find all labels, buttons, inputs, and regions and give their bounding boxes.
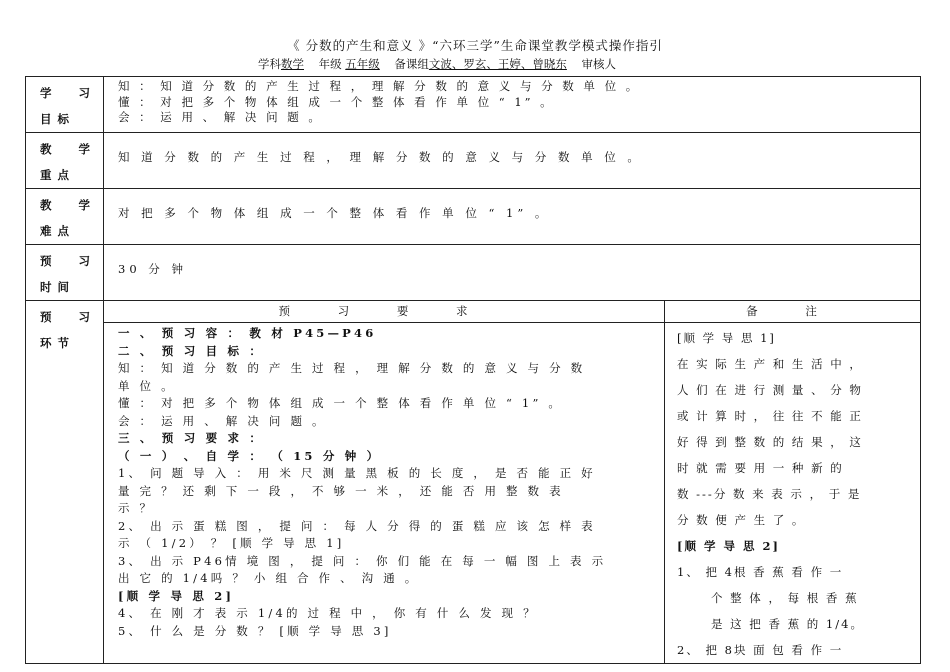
remarks-content: [665, 323, 921, 664]
remark-line: 或 计 算 时 ， 往 往 不 能 正: [677, 409, 863, 423]
category-label: 重 点: [40, 168, 71, 182]
remark-line: 分 数 便 产 生 了 。: [677, 513, 806, 527]
goal-line: 知 ： 知 道 分 数 的 产 生 过 程 ， 理 解 分 数 的 意 义 与 分 数 单 位 。: [118, 79, 641, 93]
difficulty-content: [104, 189, 921, 245]
remark-line: 个 整 体 ， 每 根 香 蕉: [711, 591, 859, 605]
category-label: 环 节: [40, 336, 71, 350]
requirement-line: 二 、 预 习 目 标 ：: [118, 343, 265, 358]
time-text: 30 分 钟: [118, 262, 187, 276]
requirement-line: 知 ： 知 道 分 数 的 产 生 过 程 ， 理 解 分 数 的 意 义 与 分 数: [118, 361, 586, 375]
requirement-line: 出 它 的 1/4吗 ？ 小 组 合 作 、 沟 通 。: [118, 571, 420, 585]
category-char: 习: [78, 310, 91, 324]
lesson-plan-table: [25, 76, 921, 664]
requirement-line: 示 ？: [118, 501, 155, 515]
row-preview-time: [26, 245, 921, 301]
requirement-line: [顺 学 导 思 2]: [118, 588, 235, 603]
category-char: 学: [40, 86, 53, 100]
row-learning-goals: [26, 77, 921, 133]
category-char: 教: [40, 198, 53, 212]
difficulty-text: 对 把 多 个 物 体 组 成 一 个 整 体 看 作 单 位 “ 1” 。: [118, 206, 551, 220]
category-cell: [26, 133, 104, 189]
requirement-line: 5、 什 么 是 分 数 ？ [顺 学 导 思 3]: [118, 623, 392, 638]
requirement-line: 量 完 ？ 还 剩 下 一 段 ， 不 够 一 米 ， 还 能 否 用 整 数 表: [118, 483, 564, 498]
requirement-line: 2、 出 示 蛋 糕 图 ， 提 问 ： 每 人 分 得 的 蛋 糕 应 该 怎 样 表: [118, 518, 596, 533]
focus-text: 知 道 分 数 的 产 生 过 程 ， 理 解 分 数 的 意 义 与 分 数 单 位 。: [118, 150, 643, 164]
category-label: 目 标: [40, 112, 71, 126]
remark-line: 1、 把 4根 香 蕉 看 作 一: [677, 565, 844, 579]
course-info-line: [258, 56, 616, 72]
subject-value: 数学: [281, 57, 304, 71]
row-teaching-focus: [26, 133, 921, 189]
reviewer-label: 审核人: [581, 57, 617, 71]
requirement-line: 1、 问 题 导 入 ： 用 米 尺 测 量 黑 板 的 长 度 ， 是 否 能 正 好: [118, 466, 596, 480]
remark-line: 是 这 把 香 蕉 的 1/4。: [711, 617, 864, 631]
focus-content: [104, 133, 921, 189]
requirement-line: 一 、 预 习 容 ： 教 材 P45—P46: [118, 326, 377, 340]
goal-line: 懂 ： 对 把 多 个 物 体 组 成 一 个 整 体 看 作 单 位 “ 1” 。: [118, 94, 555, 109]
requirement-line: 会 ： 运 用 、 解 决 问 题 。: [118, 413, 327, 428]
category-cell: [26, 301, 104, 664]
document-title: 《 分数的产生和意义 》“六环三学”生命课堂教学模式操作指引: [287, 38, 663, 53]
grade-value: 五年级: [345, 57, 380, 71]
remark-line: 人 们 在 进 行 测 量 、 分 物: [677, 383, 863, 397]
category-char: 预: [40, 310, 53, 324]
requirement-line: 4、 在 刚 才 表 示 1/4的 过 程 中 ， 你 有 什 么 发 现 ？: [118, 606, 538, 620]
remark-line: [顺 学 导 思 2]: [677, 539, 780, 553]
category-char: 教: [40, 142, 53, 156]
category-char: 预: [40, 254, 53, 268]
team-label: 备课组: [394, 57, 429, 71]
requirement-line: （ 一 ） 、 自 学 ： （ 15 分 钟 ）: [118, 448, 382, 463]
remark-line: 在 实 际 生 产 和 生 活 中 ，: [677, 357, 863, 371]
category-char: 习: [78, 86, 91, 100]
requirement-line: 示 （ 1/2） ？ [顺 学 导 思 1]: [118, 536, 345, 550]
requirement-line: 三 、 预 习 要 求 ：: [118, 431, 265, 445]
category-char: 习: [78, 254, 91, 268]
remark-line: [顺 学 导 思 1]: [677, 331, 776, 345]
row-preview-header: [26, 301, 921, 323]
preview-requirements-header: 预 习 要 求: [104, 301, 665, 323]
time-content: [104, 245, 921, 301]
category-label: 难 点: [40, 224, 71, 238]
category-cell: [26, 189, 104, 245]
team-value: 文波、罗玄、王婷、曾晓东: [428, 57, 567, 71]
requirement-line: 单 位 。: [118, 378, 176, 393]
grade-label: 年级: [318, 57, 342, 71]
requirements-content: [104, 323, 665, 664]
category-char: 学: [78, 198, 91, 212]
category-cell: [26, 77, 104, 133]
category-label: 时 间: [40, 280, 71, 294]
remark-line: 数 ---分 数 来 表 示 ， 于 是: [677, 487, 862, 501]
row-teaching-difficulty: [26, 189, 921, 245]
category-char: 学: [78, 142, 91, 156]
remark-line: 2、 把 8块 面 包 看 作 一: [677, 643, 844, 657]
goal-line: 会 ： 运 用 、 解 决 问 题 。: [118, 110, 323, 124]
requirement-line: 懂 ： 对 把 多 个 物 体 组 成 一 个 整 体 看 作 单 位 “ 1” 。: [118, 396, 564, 410]
category-cell: [26, 245, 104, 301]
subject-label: 学科: [258, 57, 281, 71]
goals-content: [104, 77, 921, 133]
remarks-header: 备 注: [665, 301, 921, 323]
requirement-line: 3、 出 示 P46情 境 图 ， 提 问 ： 你 们 能 在 每 一 幅 图 上 表 示: [118, 553, 607, 568]
remark-line: 时 就 需 要 用 一 种 新 的: [677, 461, 844, 475]
remark-line: 好 得 到 整 数 的 结 果 ， 这: [677, 435, 863, 449]
row-preview-content: [26, 323, 921, 664]
